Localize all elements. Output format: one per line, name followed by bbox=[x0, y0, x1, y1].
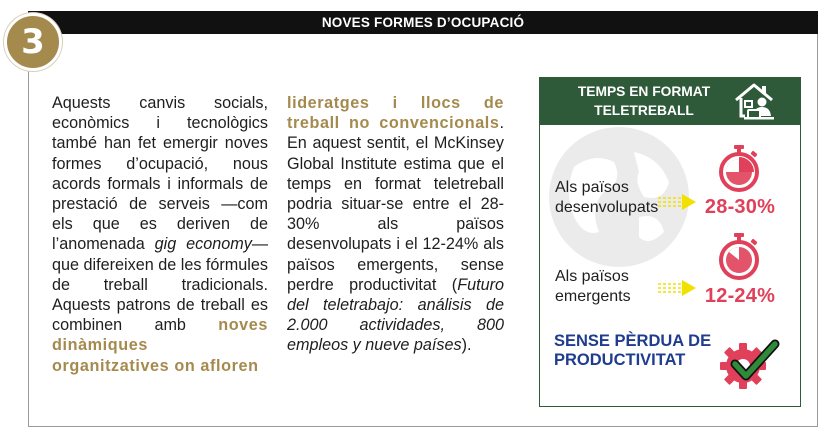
home-worker-icon bbox=[732, 80, 776, 122]
article-paragraph-1 bbox=[52, 93, 268, 376]
article-highlight: lideratges i llocs de treball no convencionals bbox=[287, 94, 504, 133]
section-number-badge: 3 bbox=[4, 13, 62, 71]
article-text: . En aquest sentit, el McKinsey Global Institute estima que el temps en format teletreball podria situar-se entre el 28-30% als països desenvolupats i el 12-24% als països emergents, sense perdre productivitat ( bbox=[287, 114, 504, 294]
developed-countries-label: Als països desenvolupats bbox=[555, 179, 659, 216]
panel-title: TEMPS EN FORMAT TELETREBALL bbox=[577, 84, 711, 118]
article-citation: Futuro del teletrabajo: análisis de 2.000 actividades, 800 empleos y nueve países bbox=[287, 275, 504, 355]
stopwatch-icon bbox=[717, 144, 761, 192]
telework-panel bbox=[539, 77, 801, 407]
emerging-countries-value: 12-24% bbox=[704, 285, 776, 307]
panel-header bbox=[540, 78, 800, 125]
article-text: ). bbox=[461, 336, 472, 355]
article-column-2 bbox=[287, 93, 504, 356]
article-paragraph-2 bbox=[287, 93, 504, 356]
section-title: NOVES FORMES D’OCUPACIÓ bbox=[28, 11, 818, 34]
no-productivity-loss-label: SENSE PÈRDUA DE PRODUCTIVITAT bbox=[554, 332, 712, 369]
article-column-1 bbox=[52, 93, 268, 376]
article-highlight: noves dinàmiques organitzatives on afloren bbox=[52, 316, 268, 375]
gear-check-icon bbox=[719, 336, 781, 392]
developed-countries-value: 28-30% bbox=[704, 196, 776, 218]
article-text: Aquests canvis socials, econòmics i tecnològics també han fet emergir noves formes d’ocupació, nous acords formals i informals de prestació de serveis —com els que es deriven de l’anomenada bbox=[52, 94, 268, 254]
emerging-countries-label: Als països emergents bbox=[555, 268, 631, 305]
article-italic-term: gig economy bbox=[154, 235, 252, 254]
stopwatch-icon bbox=[717, 232, 761, 280]
article-text: — que difereixen de les fórmules de treball tradicionals. Aquests patrons de treball es combinen amb bbox=[52, 235, 268, 335]
